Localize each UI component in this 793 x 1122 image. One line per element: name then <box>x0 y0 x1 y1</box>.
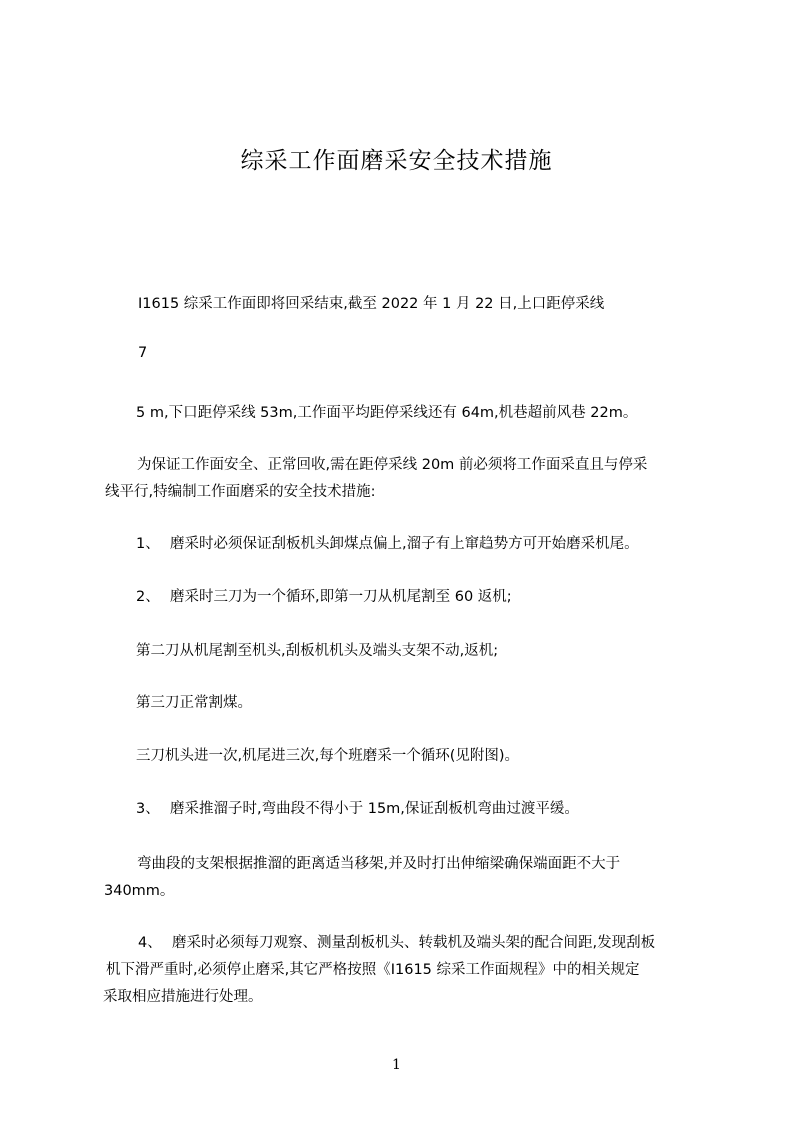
item-2-line-4: 三刀机头进一次,机尾进三次,每个班磨采一个循环(见附图)。 <box>136 748 520 764</box>
item-3-text: 磨采推溜子时,弯曲段不得小于 15m,保证刮板机弯曲过渡平缓。 <box>170 801 579 817</box>
paragraph-2-line-1: 为保证工作面安全、正常回收,需在距停采线 20m 前必须将工作面采直且与停采 <box>137 457 648 473</box>
item-4-number: 4、 <box>138 935 162 951</box>
item-3-sub-line-1: 弯曲段的支架根据推溜的距离适当移架,并及时打出伸缩梁确保端面距不大于 <box>137 856 621 872</box>
item-1-text: 磨采时必须保证刮板机头卸煤点偏上,溜子有上窜趋势方可开始磨采机尾。 <box>170 536 639 552</box>
item-3-sub-line-2: 340mm。 <box>104 883 175 899</box>
item-4-text: 磨采时必须每刀观察、测量刮板机头、转载机及端头架的配合间距,发现刮板 <box>172 935 656 951</box>
page-title: 综采工作面磨采安全技术措施 <box>240 148 553 174</box>
item-2-text: 磨采时三刀为一个循环,即第一刀从机尾割至 60 返机; <box>170 589 512 605</box>
item-2-line-3: 第三刀正常割煤。 <box>136 695 252 711</box>
item-1-number: 1、 <box>136 536 160 552</box>
paragraph-1-line-2: 7 <box>138 345 148 361</box>
page-number: 1 <box>392 1057 401 1073</box>
item-4-line-2: 机下滑严重时,必须停止磨采,其它严格按照《I1615 综采工作面规程》中的相关规定 <box>106 962 640 978</box>
item-3-number: 3、 <box>136 801 160 817</box>
paragraph-1-line-3: 5 m,下口距停采线 53m,工作面平均距停采线还有 64m,机巷超前风巷 22m。 <box>136 405 638 421</box>
item-4-line-3: 采取相应措施进行处理。 <box>103 989 263 1005</box>
item-2-line-2: 第二刀从机尾割至机头,刮板机机头及端头支架不动,返机; <box>136 643 499 659</box>
paragraph-2-line-2: 线平行,特编制工作面磨采的安全技术措施: <box>105 484 376 500</box>
item-2-number: 2、 <box>136 589 160 605</box>
paragraph-1-line-1: I1615 综采工作面即将回采结束,截至 2022 年 1 月 22 日,上口距停采线 <box>138 296 605 312</box>
